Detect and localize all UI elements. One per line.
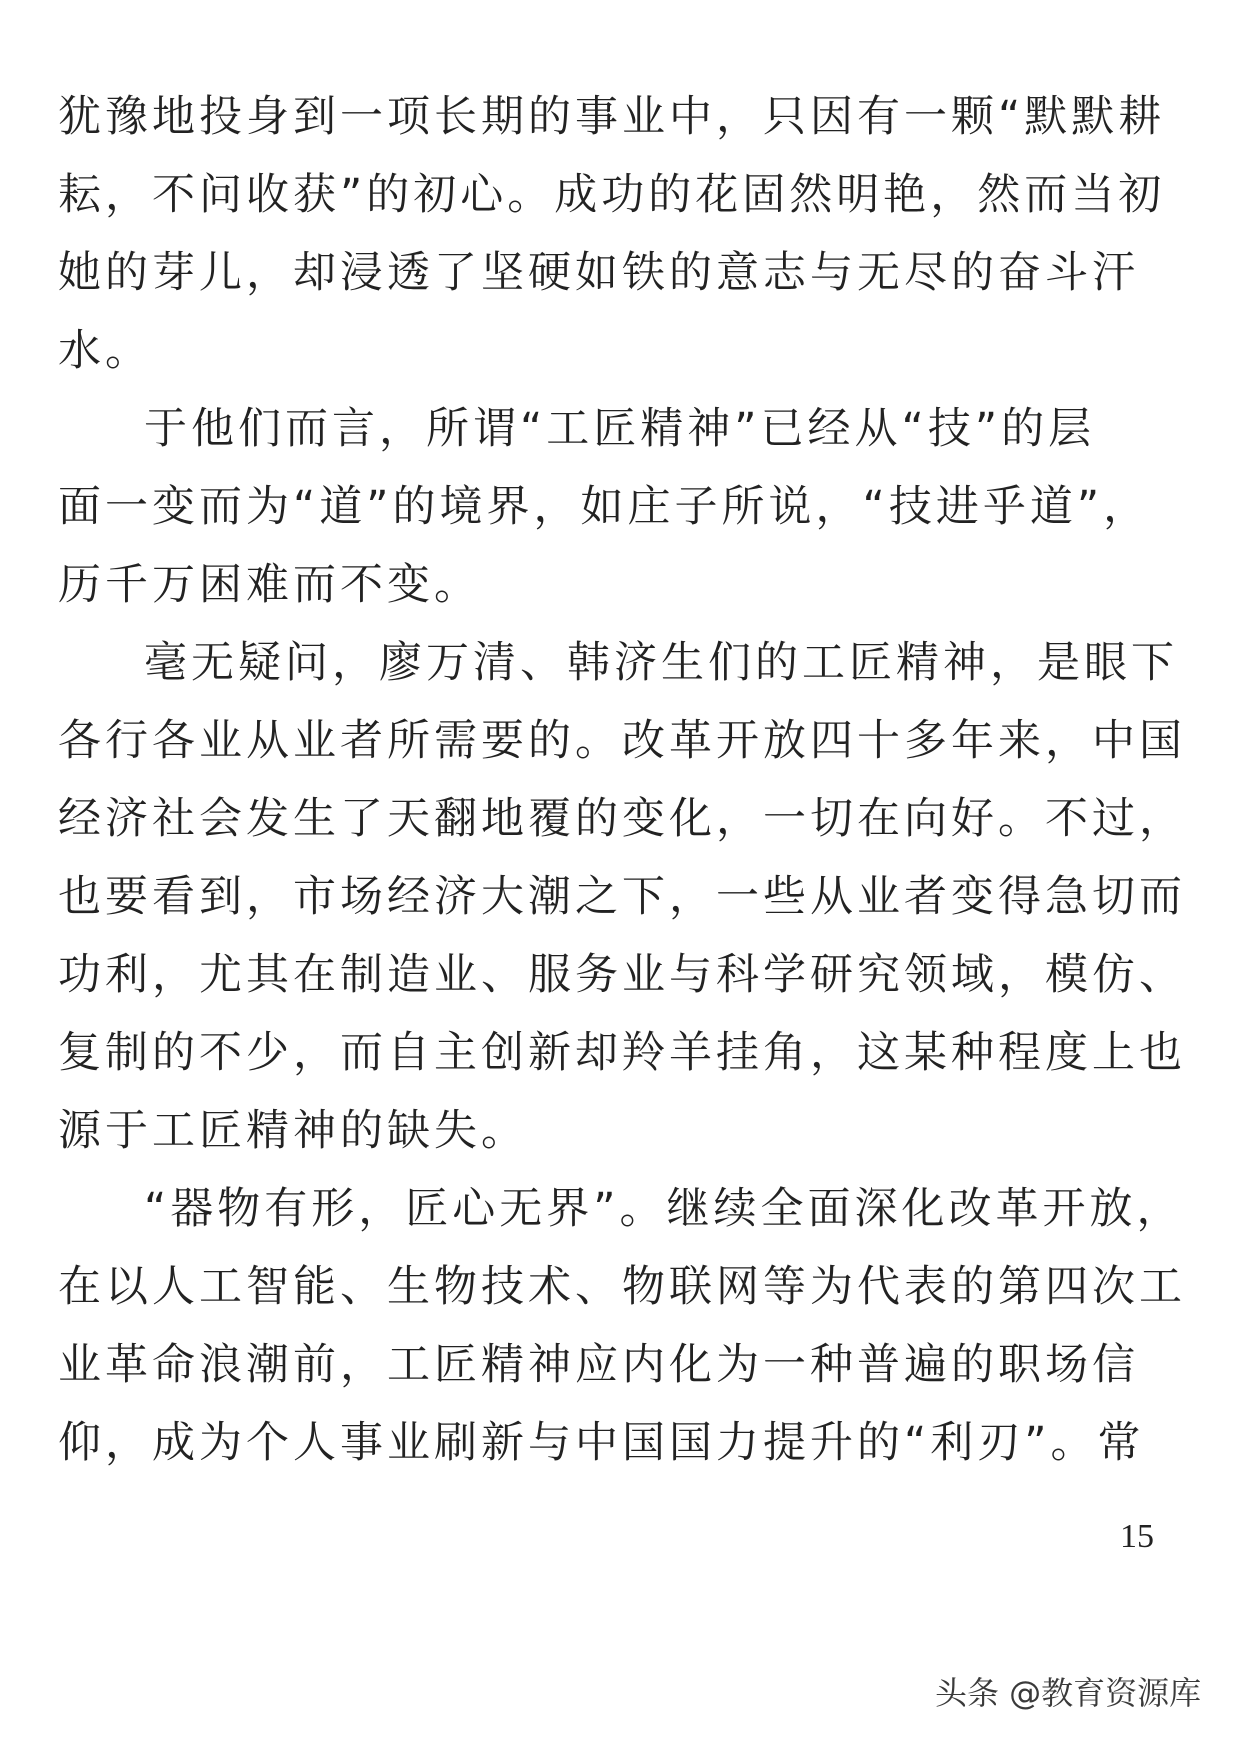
text-line: 经济社会发生了天翻地覆的变化，一切在向好。不过，: [58, 794, 1186, 844]
text-line: 复制的不少，而自主创新却羚羊挂角，这某种程度上也: [58, 1028, 1186, 1078]
text-line: 面一变而为“道”的境界，如庄子所说，“技进乎道”，: [58, 482, 1151, 532]
text-line: 历千万困难而不变。: [58, 560, 481, 610]
text-line: 毫无疑问，廖万清、韩济生们的工匠精神，是眼下: [144, 638, 1178, 688]
text-line: 耘，不问收获”的初心。成功的花固然明艳，然而当初: [58, 170, 1166, 220]
text-line: 犹豫地投身到一项长期的事业中，只因有一颗“默默耕: [58, 92, 1166, 142]
text-line: 各行各业从业者所需要的。改革开放四十多年来，中国: [58, 716, 1186, 766]
text-line: 源于工匠精神的缺失。: [58, 1106, 528, 1156]
text-line: 仰，成为个人事业刷新与中国国力提升的“利刃”。常: [58, 1418, 1145, 1468]
text-line: 业革命浪潮前，工匠精神应内化为一种普遍的职场信: [58, 1340, 1139, 1390]
text-line: 她的芽儿，却浸透了坚硬如铁的意志与无尽的奋斗汗: [58, 248, 1139, 298]
watermark: 头条 @教育资源库: [935, 1674, 1202, 1712]
text-line: 在以人工智能、生物技术、物联网等为代表的第四次工: [58, 1262, 1186, 1312]
body-text: [58, 78, 1186, 1482]
text-line: 水。: [58, 326, 152, 376]
text-line: “器物有形，匠心无界”。继续全面深化改革开放，: [144, 1184, 1184, 1234]
page-number: 15: [1120, 1518, 1154, 1555]
text-line: 功利，尤其在制造业、服务业与科学研究领域，模仿、: [58, 950, 1186, 1000]
text-line: 于他们而言，所谓“工匠精神”已经从“技”的层: [144, 404, 1096, 454]
text-line: 也要看到，市场经济大潮之下，一些从业者变得急切而: [58, 872, 1186, 922]
